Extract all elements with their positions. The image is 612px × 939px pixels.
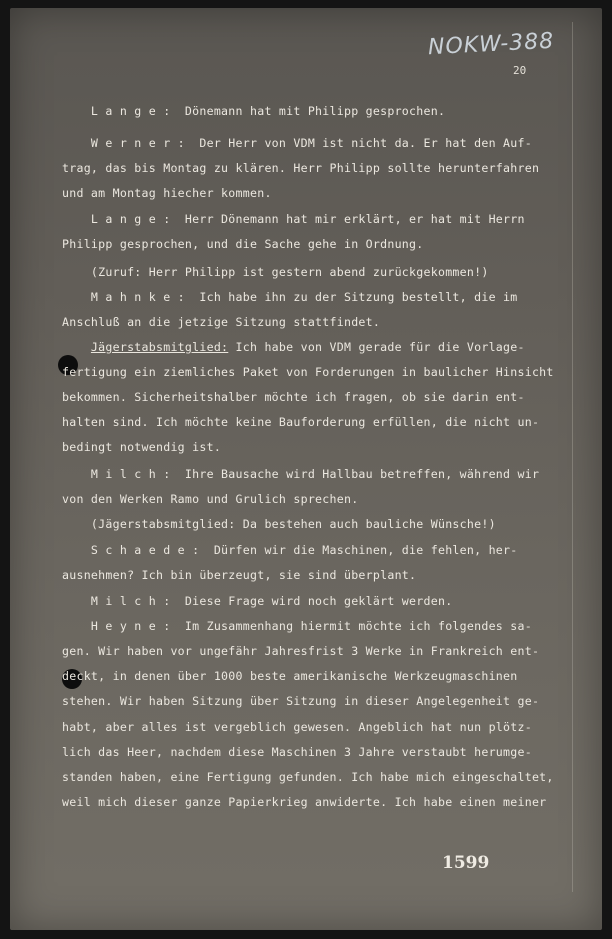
text-line-11: fertigung ein ziemliches Paket von Forderungen in baulicher Hinsicht [62, 365, 554, 379]
text-line-26: lich das Heer, nachdem diese Maschinen 3 Jahre verstaubt herumge- [62, 745, 532, 759]
text-line-10: Jägerstabsmitglied: Ich habe von VDM gerade für die Vorlage- [90, 340, 525, 354]
text-line-12: bekommen. Sicherheitshalber möchte ich fragen, ob sie darin ent- [62, 390, 525, 404]
text-line-2: W e r n e r : Der Herr von VDM ist nicht da. Er hat den Auf- [62, 136, 532, 150]
text-line-17: (Jägerstabsmitglied: Da bestehen auch bauliche Wünsche!) [62, 517, 496, 531]
page-frame-line [32, 22, 573, 892]
text-line-3: trag, das bis Montag zu klären. Herr Philipp sollte herunterfahren [62, 161, 540, 175]
speaker-jaegerstab-underlined: Jägerstabsmitglied: [90, 340, 229, 354]
text-line-25: habt, aber alles ist vergeblich gewesen. Angeblich hat nun plötz- [62, 720, 532, 734]
text-line-22: gen. Wir haben vor ungefähr Jahresfrist 3 Werke in Frankreich ent- [62, 644, 540, 658]
page-number-top: 20 [513, 64, 527, 77]
text-line-6: Philipp gesprochen, und die Sache gehe in Ordnung. [62, 237, 424, 251]
text-line-13: halten sind. Ich möchte keine Bauforderung erfüllen, die nicht un- [62, 415, 540, 429]
text-line-20: M i l c h : Diese Frage wird noch geklärt werden. [62, 594, 453, 608]
text-line-7: (Zuruf: Herr Philipp ist gestern abend zurückgekommen!) [62, 265, 489, 279]
archive-mark: NOKW-388 [427, 28, 555, 61]
text-line-27: standen haben, eine Fertigung gefunden. Ich habe mich eingeschaltet, [62, 770, 554, 784]
text-line-24: stehen. Wir haben Sitzung über Sitzung in dieser Angelegenheit ge- [62, 694, 540, 708]
document-page [10, 8, 602, 930]
text-line-19: ausnehmen? Ich bin überzeugt, sie sind überplant. [62, 568, 417, 582]
text-line-16: von den Werken Ramo und Grulich sprechen. [62, 492, 359, 506]
text-line-5: L a n g e : Herr Dönemann hat mir erklärt, er hat mit Herrn [62, 212, 525, 226]
text-line-15: M i l c h : Ihre Bausache wird Hallbau betreffen, während wir [62, 467, 540, 481]
text-line-8: M a h n k e : Ich habe ihn zu der Sitzung bestellt, die im [62, 290, 518, 304]
text-line-28: weil mich dieser ganze Papierkrieg anwiderte. Ich habe einen meiner [62, 795, 547, 809]
text-line-4: und am Montag hiecher kommen. [62, 186, 272, 200]
text-line-21: H e y n e : Im Zusammenhang hiermit möchte ich folgendes sa- [62, 619, 532, 633]
page-number-bottom: 1599 [442, 853, 490, 873]
text-line-18: S c h a e d e : Dürfen wir die Maschinen, die fehlen, her- [62, 543, 518, 557]
text-line-23: deckt, in denen über 1000 beste amerikanische Werkzeugmaschinen [62, 669, 518, 683]
text-line-14: bedingt notwendig ist. [62, 440, 222, 454]
text-line-9: Anschluß an die jetzige Sitzung stattfindet. [62, 315, 381, 329]
text-line-1: L a n g e : Dönemann hat mit Philipp gesprochen. [62, 104, 446, 118]
